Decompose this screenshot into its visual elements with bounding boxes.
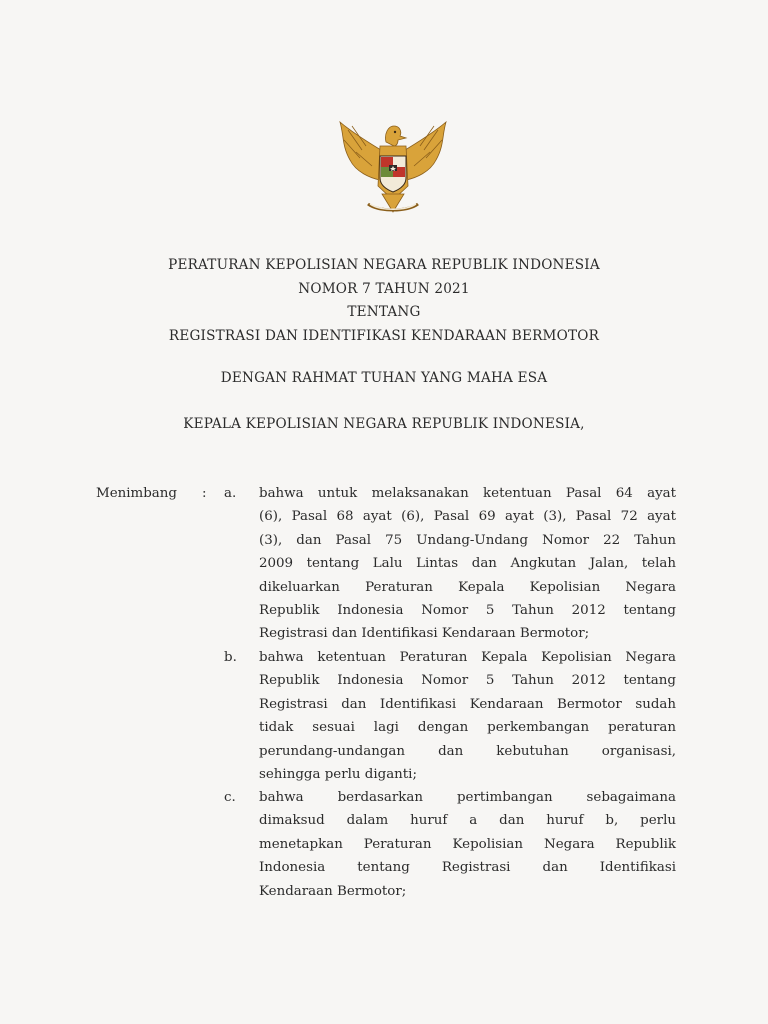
- invocation: DENGAN RAHMAT TUHAN YANG MAHA ESA: [220, 370, 548, 386]
- item-text: [259, 646, 676, 786]
- text-line: Republik Indonesia Nomor 5 Tahun 2012 tentang: [259, 603, 676, 619]
- considerations-colon: :: [202, 486, 207, 501]
- item-text: [259, 786, 676, 903]
- garuda-emblem-icon: [334, 116, 452, 218]
- considerations-label: Menimbang: [96, 486, 177, 501]
- text-line: bahwa berdasarkan pertimbangan sebagaimana: [259, 790, 676, 805]
- text-line: 2009 tentang Lalu Lintas dan Angkutan Jalan, telah: [259, 556, 676, 572]
- item-marker: a.: [224, 486, 237, 501]
- text-line: menetapkan Peraturan Kepolisian Negara Republik: [259, 836, 676, 852]
- text-line: dimaksud dalam huruf a dan huruf b, perlu: [259, 813, 676, 829]
- text-line: Registrasi dan Identifikasi Kendaraan Bermotor sudah: [259, 696, 676, 712]
- title-line-1: PERATURAN KEPOLISIAN NEGARA REPUBLIK INDONESIA: [168, 257, 600, 273]
- item-marker: b.: [224, 650, 237, 665]
- item-marker: c.: [224, 790, 236, 805]
- text-line: bahwa untuk melaksanakan ketentuan Pasal 64 ayat: [259, 486, 676, 501]
- text-line: (6), Pasal 68 ayat (6), Pasal 69 ayat (3), Pasal 72 ayat: [259, 509, 676, 525]
- text-line: dikeluarkan Peraturan Kepala Kepolisian Negara: [259, 579, 676, 595]
- text-line: perundang-undangan dan kebutuhan organisasi,: [259, 743, 676, 759]
- authority: KEPALA KEPOLISIAN NEGARA REPUBLIK INDONESIA,: [183, 416, 585, 432]
- text-line: Kendaraan Bermotor;: [259, 883, 407, 899]
- title-line-3: TENTANG: [347, 304, 421, 320]
- title-block: [0, 254, 768, 348]
- title-line-4: REGISTRASI DAN IDENTIFIKASI KENDARAAN BERMOTOR: [168, 327, 600, 344]
- text-line: sehingga perlu diganti;: [259, 767, 417, 783]
- text-line: Republik Indonesia Nomor 5 Tahun 2012 tentang: [259, 673, 676, 689]
- text-line: (3), dan Pasal 75 Undang-Undang Nomor 22 Tahun: [259, 532, 676, 548]
- text-line: tidak sesuai lagi dengan perkembangan peraturan: [259, 720, 676, 736]
- text-line: Registrasi dan Identifikasi Kendaraan Bermotor;: [259, 626, 590, 642]
- item-text: [259, 482, 676, 646]
- text-line: bahwa ketentuan Peraturan Kepala Kepolisian Negara: [259, 650, 676, 665]
- text-line: Indonesia tentang Registrasi dan Identifikasi: [259, 860, 676, 876]
- title-line-2: NOMOR 7 TAHUN 2021: [298, 280, 470, 297]
